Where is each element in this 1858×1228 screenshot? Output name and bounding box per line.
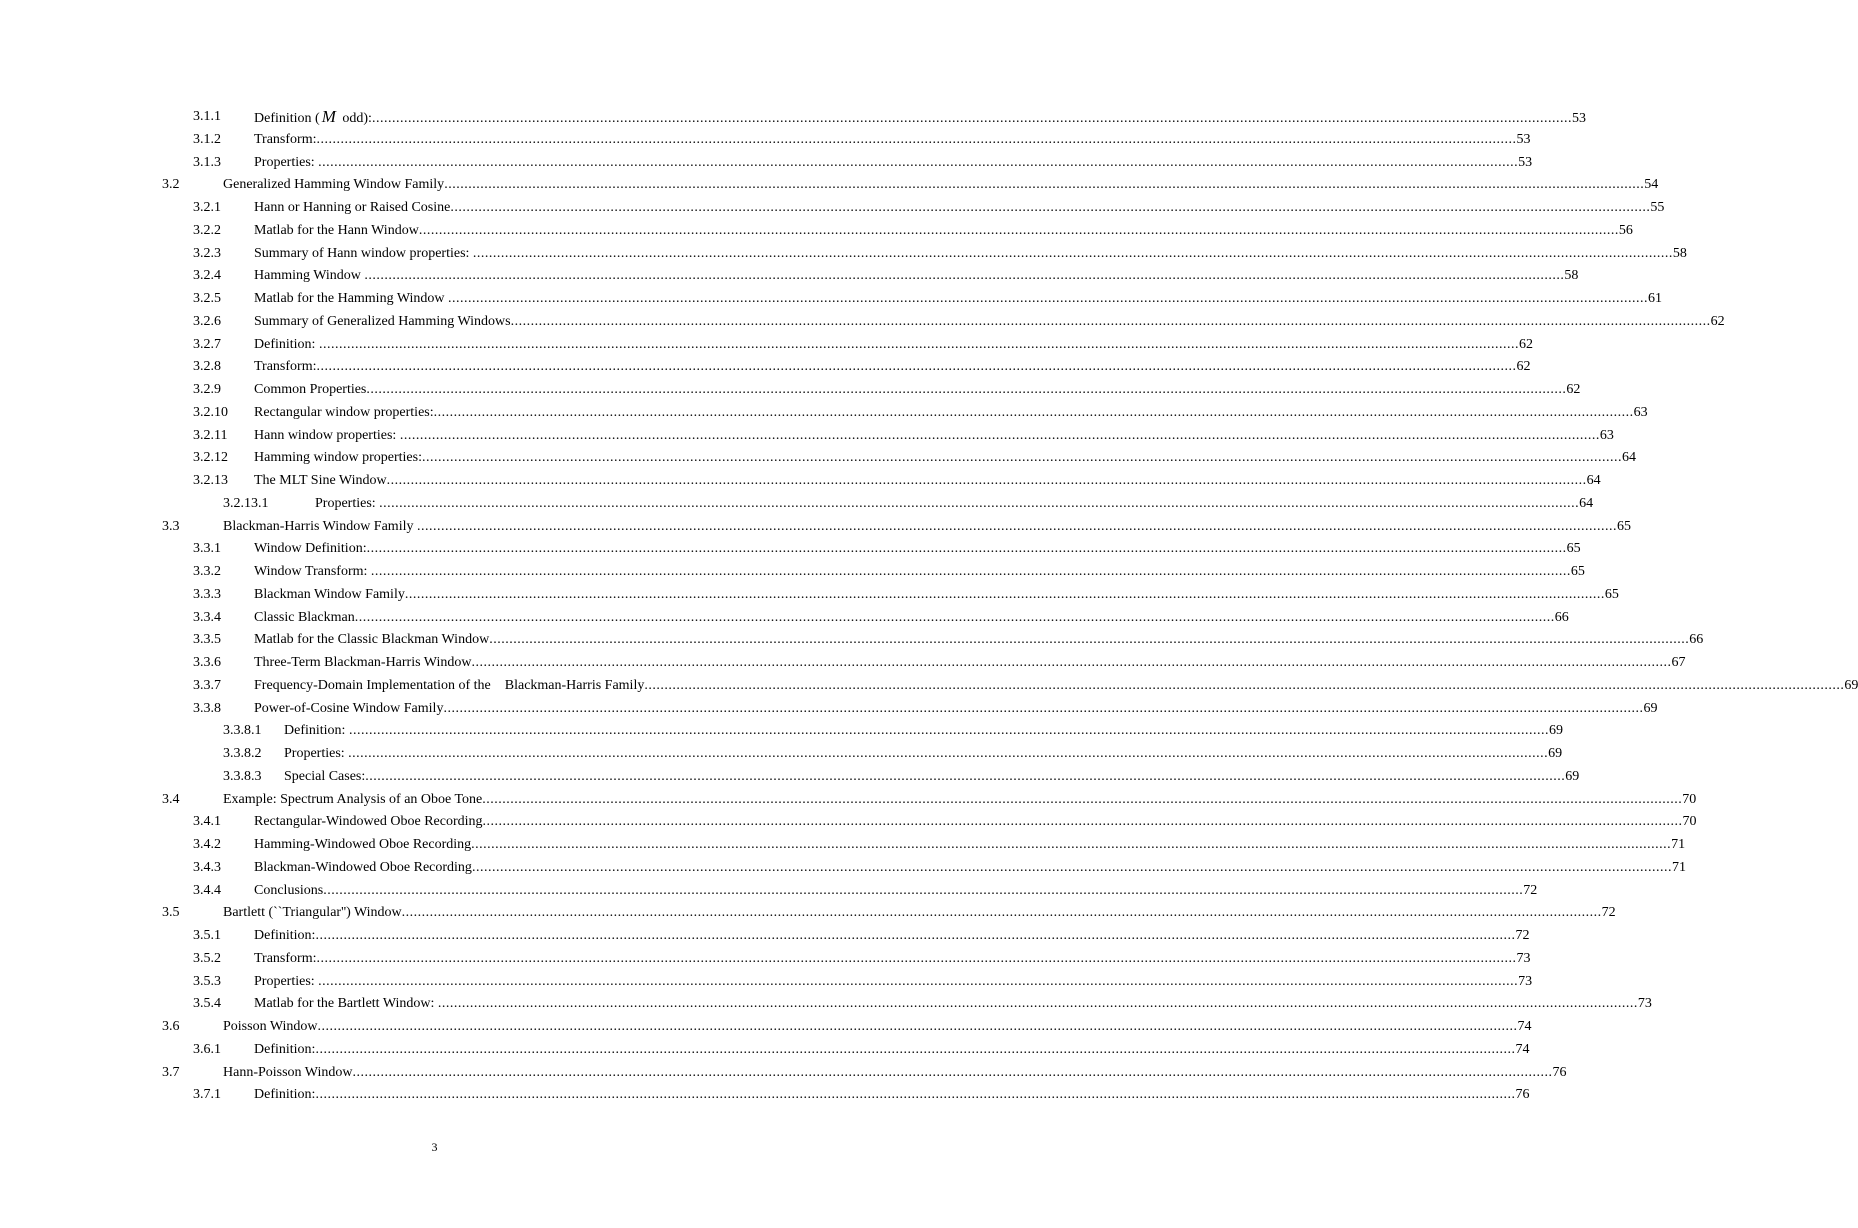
dot-leader: ............................................................................................................................................................................................................................................................................................................: [450, 200, 1651, 215]
toc-entry-number: 3.6.1: [193, 1041, 221, 1057]
toc-entry[interactable]: [0, 335, 1533, 358]
toc-entry-number: 3.2.1: [193, 200, 221, 215]
toc-entry-title: Blackman-Harris Window Family: [223, 518, 417, 534]
toc-entry-title-line: [254, 403, 1648, 423]
dot-leader: ............................................................................................................................................................................................................................................................................................................: [348, 723, 1549, 739]
toc-entry[interactable]: [0, 175, 1659, 198]
toc-entry-title-line: [254, 426, 1614, 446]
toc-entry-number: 3.7: [162, 1064, 180, 1080]
toc-entry-title-line: [223, 790, 1697, 810]
toc-entry-title-line: [254, 1085, 1530, 1105]
toc-entry[interactable]: [0, 289, 1662, 312]
toc-entry-number: 3.2.10: [193, 404, 228, 420]
toc-entry-number: 3.2.3: [193, 245, 221, 261]
toc-entry-number: 3.2.9: [193, 382, 221, 397]
toc-entry-number: 3.1.3: [193, 154, 221, 170]
toc-entry-title-line: [284, 767, 1580, 787]
toc-entry-number: 3.3: [162, 518, 180, 534]
toc-entry[interactable]: [0, 312, 1725, 335]
dot-leader: ............................................................................................................................................................................................................................................................................................................: [318, 336, 1519, 352]
toc-entry-title: Hamming-Windowed Oboe Recording: [254, 837, 472, 852]
toc-entry-title-line: [254, 972, 1533, 992]
toc-entry-number: 3.3.8.2: [223, 746, 262, 761]
toc-entry-page: 58: [1672, 245, 1687, 261]
toc-entry-title: Rectangular window properties:: [254, 404, 434, 420]
toc-entry-title-line: [254, 812, 1697, 832]
toc-entry-title: Definition:: [254, 336, 319, 352]
toc-entry-page: 55: [1650, 200, 1665, 215]
toc-entry-title: Properties:: [254, 154, 319, 170]
toc-entry-number: 3.2.8: [193, 359, 221, 375]
toc-entry[interactable]: [0, 494, 1594, 517]
toc-entry-title-line: [223, 1063, 1567, 1083]
dot-leader: ............................................................................................................................................................................................................................................................................................................: [370, 564, 1571, 579]
toc-entry-number: 3.4.2: [193, 837, 221, 852]
toc-entry[interactable]: [0, 266, 1579, 289]
toc-entry-number: 3.6: [162, 1019, 180, 1034]
toc-entry[interactable]: [0, 881, 1538, 904]
toc-entry-title-line: [254, 539, 1581, 559]
toc-entry-title: Window Transform:: [254, 564, 371, 579]
dot-leader: ............................................................................................................................................................................................................................................................................................................: [352, 1064, 1553, 1080]
dot-leader: ............................................................................................................................................................................................................................................................................................................: [447, 291, 1648, 306]
toc-entry-title: Blackman-Windowed Oboe Recording: [254, 859, 472, 875]
toc-entry[interactable]: [0, 903, 1616, 926]
dot-leader: ............................................................................................................................................................................................................................................................................................................: [510, 313, 1711, 329]
dot-leader: ............................................................................................................................................................................................................................................................................................................: [365, 768, 1566, 784]
dot-leader: ............................................................................................................................................................................................................................................................................................................: [437, 996, 1638, 1012]
toc-entry-title-line: [315, 494, 1594, 514]
toc-entry-page: 69: [1565, 768, 1580, 784]
toc-entry[interactable]: [0, 926, 1530, 949]
toc-entry-title-line: [254, 107, 1586, 129]
toc-entry-number: 3.3.7: [193, 677, 221, 693]
toc-entry-title-suffix: odd):: [338, 111, 372, 126]
dot-leader: ............................................................................................................................................................................................................................................................................................................: [471, 859, 1672, 875]
toc-entry-number: 3.3.6: [193, 655, 221, 670]
toc-entry-page: 73: [1516, 950, 1531, 966]
toc-entry-title-line: [284, 744, 1563, 764]
toc-entry-page: 53: [1518, 154, 1533, 170]
toc-entry-page: 74: [1517, 1019, 1532, 1034]
toc-entry[interactable]: [0, 994, 1652, 1017]
toc-entry-number: 3.2.5: [193, 291, 221, 306]
toc-entry-title: Properties:: [284, 746, 349, 761]
toc-entry-page: 72: [1523, 882, 1538, 898]
dot-leader: ............................................................................................................................................................................................................................................................................................................: [371, 111, 1572, 126]
toc-entry[interactable]: [0, 357, 1531, 380]
toc-entry-title-line: [254, 244, 1687, 264]
toc-entry-number: 3.7.1: [193, 1087, 221, 1103]
toc-entry-title: Classic Blackman: [254, 609, 355, 625]
toc-entry[interactable]: [0, 767, 1580, 790]
toc-entry[interactable]: [0, 699, 1658, 722]
toc-entry-title-line: [254, 949, 1531, 969]
toc-entry-title: Bartlett (``Triangular'') Window: [223, 905, 402, 921]
toc-entry[interactable]: [0, 721, 1563, 744]
toc-entry[interactable]: [0, 949, 1531, 972]
toc-entry-number: 3.2: [162, 177, 180, 193]
toc-entry-page: 53: [1571, 111, 1586, 126]
toc-entry[interactable]: [0, 744, 1563, 767]
toc-entry-title-line: [223, 175, 1659, 195]
toc-entry-page: 72: [1601, 905, 1616, 921]
dot-leader: ............................................................................................................................................................................................................................................................................................................: [644, 677, 1845, 693]
dot-leader: ............................................................................................................................................................................................................................................................................................................: [364, 268, 1565, 284]
toc-entry[interactable]: [0, 244, 1687, 267]
dot-leader: ............................................................................................................................................................................................................................................................................................................: [316, 359, 1517, 375]
toc-entry-number: 3.2.2: [193, 222, 221, 238]
toc-entry-title: Properties:: [315, 495, 380, 511]
toc-entry-title: Transform:: [254, 131, 317, 147]
math-symbol: M: [321, 107, 336, 126]
toc-entry[interactable]: [0, 471, 1601, 494]
toc-entry[interactable]: [0, 107, 1586, 130]
toc-entry-page: 72: [1515, 928, 1530, 943]
toc-entry-title: Definition:: [254, 928, 316, 943]
toc-entry-page: 70: [1682, 814, 1697, 830]
toc-entry[interactable]: [0, 517, 1631, 540]
dot-leader: ............................................................................................................................................................................................................................................................................................................: [443, 700, 1644, 716]
toc-entry-number: 3.3.8.1: [223, 723, 262, 739]
toc-entry[interactable]: [0, 539, 1581, 562]
toc-entry-page: 70: [1682, 791, 1697, 807]
toc-entry-title-line: [254, 676, 1858, 696]
toc-entry-page: 67: [1671, 655, 1686, 670]
toc-entry[interactable]: [0, 562, 1585, 585]
dot-leader: ............................................................................................................................................................................................................................................................................................................: [472, 245, 1673, 261]
toc-entry-title-line: [254, 926, 1530, 946]
toc-entry-title-line: [223, 517, 1631, 537]
toc-entry-title: Matlab for the Hamming Window: [254, 291, 448, 306]
toc-entry[interactable]: [0, 1017, 1532, 1040]
toc-entry-title: Hann window properties:: [254, 427, 400, 443]
toc-entry-title: Hamming window properties:: [254, 450, 422, 466]
toc-entry[interactable]: [0, 380, 1581, 403]
toc-entry-number: 3.5.4: [193, 996, 221, 1012]
dot-leader: ............................................................................................................................................................................................................................................................................................................: [366, 541, 1567, 557]
toc-entry-page: 54: [1644, 177, 1659, 193]
toc-entry-number: 3.2.6: [193, 313, 221, 329]
toc-entry[interactable]: [0, 1085, 1530, 1108]
toc-entry-page: 74: [1515, 1041, 1530, 1057]
toc-entry-number: 3.3.8.3: [223, 768, 262, 784]
toc-entry-title: Definition:: [284, 723, 349, 739]
toc-entry[interactable]: [0, 676, 1858, 699]
toc-entry[interactable]: [0, 1063, 1567, 1086]
toc-entry-page: 66: [1689, 632, 1704, 648]
toc-entry-page: 69: [1844, 677, 1858, 693]
toc-entry-number: 3.3.5: [193, 632, 221, 648]
toc-entry-page: 62: [1710, 313, 1725, 329]
toc-entry-number: 3.3.1: [193, 541, 221, 557]
dot-leader: ............................................................................................................................................................................................................................................................................................................: [421, 450, 1622, 466]
dot-leader: ............................................................................................................................................................................................................................................................................................................: [316, 131, 1517, 147]
toc-entry-number: 3.2.12: [193, 450, 228, 466]
toc-entry-number: 3.4.3: [193, 859, 221, 875]
toc-entry[interactable]: [0, 585, 1619, 608]
toc-entry-page: 63: [1633, 404, 1648, 420]
toc-entry-title-line: [254, 699, 1658, 719]
toc-entry-title: Matlab for the Hann Window: [254, 222, 419, 238]
dot-leader: ............................................................................................................................................................................................................................................................................................................: [418, 222, 1619, 238]
toc-entry-title: Frequency-Domain Implementation of the Blackman-Harris Family: [254, 677, 645, 693]
toc-entry-title: Transform:: [254, 950, 317, 966]
toc-entry-title-line: [254, 585, 1619, 605]
toc-entry-title: Poisson Window: [223, 1019, 318, 1034]
toc-entry-title: Definition:: [254, 1041, 316, 1057]
toc-entry-title: Hamming Window: [254, 268, 365, 284]
dot-leader: ............................................................................................................................................................................................................................................................................................................: [379, 495, 1580, 511]
toc-entry-page: 65: [1616, 518, 1631, 534]
toc-entry-title: Conclusions: [254, 882, 324, 898]
toc-entry-title: Blackman Window Family: [254, 586, 405, 602]
toc-entry-title-prefix: Definition (: [254, 111, 320, 126]
dot-leader: ............................................................................................................................................................................................................................................................................................................: [315, 1087, 1516, 1103]
dot-leader: ............................................................................................................................................................................................................................................................................................................: [354, 609, 1555, 625]
toc-entry-page: 58: [1564, 268, 1579, 284]
toc-entry-page: 56: [1618, 222, 1633, 238]
table-of-contents: [0, 107, 1858, 1108]
toc-entry-number: 3.5: [162, 905, 180, 921]
toc-entry-page: 61: [1647, 291, 1662, 306]
dot-leader: ............................................................................................................................................................................................................................................................................................................: [471, 655, 1672, 670]
toc-entry-number: 3.4.1: [193, 814, 221, 830]
toc-entry-number: 3.3.3: [193, 586, 221, 602]
toc-entry[interactable]: [0, 858, 1686, 881]
toc-entry-title-line: [254, 335, 1533, 355]
toc-entry[interactable]: [0, 153, 1533, 176]
dot-leader: ............................................................................................................................................................................................................................................................................................................: [366, 382, 1567, 397]
toc-entry-title: Summary of Generalized Hamming Windows: [254, 313, 511, 329]
toc-entry-page: 73: [1518, 973, 1533, 989]
toc-entry-title-line: [223, 903, 1616, 923]
toc-entry-page: 69: [1548, 746, 1563, 761]
toc-entry-title-line: [254, 266, 1579, 286]
dot-leader: ............................................................................................................................................................................................................................................................................................................: [482, 814, 1683, 830]
toc-entry-title: Matlab for the Classic Blackman Window: [254, 632, 490, 648]
toc-entry[interactable]: [0, 835, 1686, 858]
toc-entry-title: Common Properties: [254, 382, 367, 397]
toc-entry[interactable]: [0, 630, 1704, 653]
toc-entry-title-line: [254, 881, 1538, 901]
dot-leader: ............................................................................................................................................................................................................................................................................................................: [315, 928, 1516, 943]
dot-leader: ............................................................................................................................................................................................................................................................................................................: [404, 586, 1605, 602]
toc-entry-page: 62: [1516, 359, 1531, 375]
toc-entry-page: 65: [1566, 541, 1581, 557]
toc-entry-number: 3.1.2: [193, 131, 221, 147]
toc-entry-title-line: [254, 357, 1531, 377]
dot-leader: ............................................................................................................................................................................................................................................................................................................: [444, 177, 1645, 193]
toc-entry[interactable]: [0, 608, 1569, 631]
toc-entry-page: 65: [1570, 564, 1585, 579]
toc-entry-title-line: [254, 471, 1601, 491]
dot-leader: ............................................................................................................................................................................................................................................................................................................: [323, 882, 1524, 898]
toc-entry-number: 3.2.11: [193, 427, 228, 443]
toc-entry-title-line: [254, 153, 1533, 173]
toc-entry-page: 69: [1643, 700, 1658, 716]
toc-entry-number: 3.3.2: [193, 564, 221, 579]
toc-entry[interactable]: [0, 221, 1633, 244]
dot-leader: ............................................................................................................................................................................................................................................................................................................: [416, 518, 1617, 534]
toc-entry[interactable]: [0, 812, 1697, 835]
toc-entry[interactable]: [0, 972, 1533, 995]
toc-entry-title: Example: Spectrum Analysis of an Oboe Tone: [223, 791, 483, 807]
dot-leader: ............................................................................................................................................................................................................................................................................................................: [401, 905, 1602, 921]
dot-leader: ............................................................................................................................................................................................................................................................................................................: [489, 632, 1690, 648]
toc-entry-number: 3.3.4: [193, 609, 221, 625]
toc-entry-page: 65: [1604, 586, 1619, 602]
dot-leader: ............................................................................................................................................................................................................................................................................................................: [317, 1019, 1518, 1034]
toc-entry-title-line: [254, 562, 1585, 582]
dot-leader: ............................................................................................................................................................................................................................................................................................................: [386, 473, 1587, 488]
toc-entry-title: Window Definition:: [254, 541, 367, 557]
toc-entry-number: 3.2.7: [193, 336, 221, 352]
toc-entry-number: 3.3.8: [193, 700, 221, 716]
toc-entry[interactable]: [0, 1040, 1530, 1063]
toc-entry-page: 63: [1599, 427, 1614, 443]
toc-entry-number: 3.2.4: [193, 268, 221, 284]
toc-entry-page: 76: [1515, 1087, 1530, 1103]
toc-entry-title-line: [254, 312, 1725, 332]
toc-entry[interactable]: [0, 198, 1665, 221]
dot-leader: ............................................................................................................................................................................................................................................................................................................: [433, 404, 1634, 420]
dot-leader: ............................................................................................................................................................................................................................................................................................................: [318, 973, 1519, 989]
toc-entry-number: 3.5.1: [193, 928, 221, 943]
toc-entry-title: Hann-Poisson Window: [223, 1064, 353, 1080]
toc-entry-title: Summary of Hann window properties:: [254, 245, 473, 261]
toc-entry-title-line: [254, 994, 1652, 1014]
toc-entry[interactable]: [0, 403, 1648, 426]
toc-entry[interactable]: [0, 448, 1636, 471]
toc-entry-number: 3.4: [162, 791, 180, 807]
toc-entry-title: Special Cases:: [284, 768, 366, 784]
toc-entry-title: Properties:: [254, 973, 319, 989]
toc-entry[interactable]: [0, 426, 1614, 449]
toc-entry-title: Power-of-Cosine Window Family: [254, 700, 444, 716]
toc-entry-number: 3.2.13: [193, 473, 228, 488]
toc-entry-title-line: [254, 608, 1569, 628]
toc-entry-number: 3.4.4: [193, 882, 221, 898]
toc-entry[interactable]: [0, 130, 1531, 153]
dot-leader: ............................................................................................................................................................................................................................................................................................................: [482, 791, 1683, 807]
dot-leader: ............................................................................................................................................................................................................................................................................................................: [318, 154, 1519, 170]
toc-entry-page: 64: [1621, 450, 1636, 466]
toc-entry-number: 3.2.13.1: [223, 495, 269, 511]
toc-entry-title: Definition:: [254, 1087, 316, 1103]
toc-entry-title: Matlab for the Bartlett Window:: [254, 996, 438, 1012]
toc-entry-page: 64: [1579, 495, 1594, 511]
toc-entry-title: Transform:: [254, 359, 317, 375]
toc-entry-number: 3.5.3: [193, 973, 221, 989]
toc-entry-title-line: [254, 653, 1686, 673]
toc-entry-title-line: [254, 835, 1686, 855]
toc-entry-page: 53: [1516, 131, 1531, 147]
toc-entry-title: Generalized Hamming Window Family: [223, 177, 445, 193]
toc-entry-page: 62: [1566, 382, 1581, 397]
dot-leader: ............................................................................................................................................................................................................................................................................................................: [316, 950, 1517, 966]
toc-entry-title-line: [254, 198, 1665, 218]
toc-entry-page: 62: [1518, 336, 1533, 352]
toc-entry-page: 64: [1586, 473, 1601, 488]
toc-entry-title: [254, 107, 372, 129]
dot-leader: ............................................................................................................................................................................................................................................................................................................: [348, 746, 1549, 761]
dot-leader: ............................................................................................................................................................................................................................................................................................................: [315, 1041, 1516, 1057]
toc-entry-title-line: [254, 221, 1633, 241]
toc-entry-title-line: [254, 380, 1581, 400]
toc-entry-title-line: [254, 858, 1686, 878]
toc-entry-title-line: [254, 1040, 1530, 1060]
toc-entry-title-line: [254, 289, 1662, 309]
toc-entry-title: The MLT Sine Window: [254, 473, 387, 488]
toc-entry-title-line: [223, 1017, 1532, 1037]
toc-entry-page: 71: [1671, 859, 1686, 875]
toc-entry-page: 69: [1548, 723, 1563, 739]
dot-leader: ............................................................................................................................................................................................................................................................................................................: [471, 837, 1672, 852]
toc-entry[interactable]: [0, 653, 1686, 676]
dot-leader: ............................................................................................................................................................................................................................................................................................................: [399, 427, 1600, 443]
toc-entry-page: 71: [1671, 837, 1686, 852]
toc-entry-page: 76: [1552, 1064, 1567, 1080]
toc-entry-title: Rectangular-Windowed Oboe Recording: [254, 814, 483, 830]
toc-entry-title-line: [254, 630, 1704, 650]
toc-entry-title-line: [254, 130, 1531, 150]
page-number: 3: [431, 1140, 438, 1154]
toc-entry-title-line: [284, 721, 1563, 741]
toc-entry[interactable]: [0, 790, 1697, 813]
toc-entry-page: 66: [1554, 609, 1569, 625]
toc-entry-title: Three-Term Blackman-Harris Window: [254, 655, 472, 670]
toc-entry-number: 3.1.1: [193, 109, 221, 124]
toc-entry-page: 73: [1637, 996, 1652, 1012]
toc-entry-title: Hann or Hanning or Raised Cosine: [254, 200, 451, 215]
toc-entry-title-line: [254, 448, 1636, 468]
toc-entry-number: 3.5.2: [193, 950, 221, 966]
